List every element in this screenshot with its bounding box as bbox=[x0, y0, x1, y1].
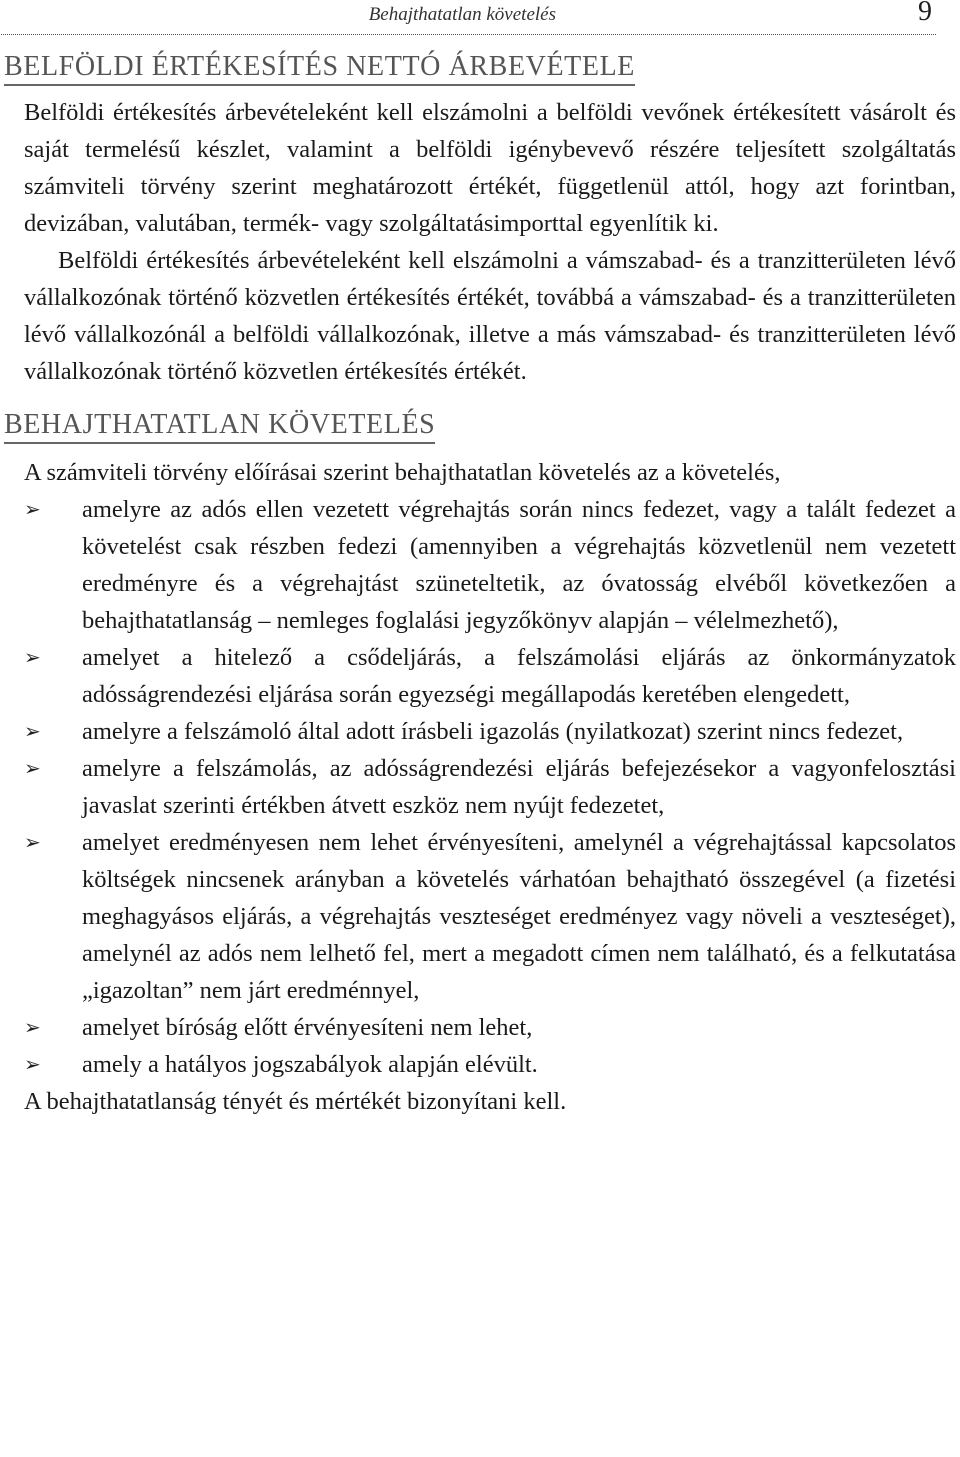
list-item-text: amely a hatályos jogszabályok alapján elévült. bbox=[82, 1051, 538, 1078]
criteria-list bbox=[24, 491, 956, 1083]
list-item bbox=[24, 639, 956, 713]
running-header bbox=[0, 0, 936, 35]
list-item-text: amelyet a hitelező a csődeljárás, a felszámolási eljárás az önkormányzatok adósságrendezési eljárása során egyezségi megállapodás keretében elengedett, bbox=[82, 644, 956, 708]
section-heading-belfoldi: BELFÖLDI ÉRTÉKESÍTÉS NETTÓ ÁRBEVÉTELE bbox=[4, 50, 635, 86]
paragraph-closing: A behajthatatlanság tényét és mértékét bizonyítani kell. bbox=[24, 1088, 567, 1115]
list-item-text: amelyre a felszámolás, az adósságrendezési eljárás befejezésekor a vagyonfelosztási javaslat szerinti értékben átvett eszköz nem nyújt fedezetet, bbox=[82, 755, 956, 819]
arrowhead-bullet-icon: ➢ bbox=[24, 497, 41, 521]
list-item-text: amelyre a felszámoló által adott írásbeli igazolás (nyilatkozat) szerint nincs fedezet, bbox=[82, 718, 904, 745]
list-item-text: amelyre az adós ellen vezetett végrehajtás során nincs fedezet, vagy a talált fedezet a követelést csak részben fedezi (amennyiben a végrehajtás közvetlenül nem vezetett eredményre és a végrehajtást szüneteltetik, az óvatosság elvéből következően a behajthatatlanság – nemleges foglalási jegyzőkönyv alapján – vélelmezhető), bbox=[82, 496, 956, 634]
arrowhead-bullet-icon: ➢ bbox=[24, 830, 41, 854]
list-item bbox=[24, 1009, 956, 1046]
page-body bbox=[4, 34, 956, 1120]
paragraph-behajthatatlan-intro: A számviteli törvény előírásai szerint behajthatatlan követelés az a követelés, bbox=[24, 459, 781, 486]
list-item bbox=[24, 491, 956, 639]
page-number: 9 bbox=[918, 0, 932, 27]
list-item-text: amelyet bíróság előtt érvényesíteni nem lehet, bbox=[82, 1014, 533, 1041]
list-item bbox=[24, 750, 956, 824]
arrowhead-bullet-icon: ➢ bbox=[24, 1015, 41, 1039]
list-item bbox=[24, 713, 956, 750]
list-item-text: amelyet eredményesen nem lehet érvényesíteni, amelynél a végrehajtással kapcsolatos költségek nincsenek arányban a követelés várhatóan behajtható összegével (a fizetési meghagyásos eljárás, a végrehajtás veszteséget eredményez vagy növeli a veszteséget), amelynél az adós nem lelhető fel, mert a megadott címen nem található, és a felkutatása „igazoltan” nem járt eredménnyel, bbox=[82, 829, 956, 1004]
arrowhead-bullet-icon: ➢ bbox=[24, 756, 41, 780]
section-heading-behajthatatlan: BEHAJTHATATLAN KÖVETELÉS bbox=[4, 408, 435, 444]
arrowhead-bullet-icon: ➢ bbox=[24, 719, 41, 743]
paragraph-belfoldi-1: Belföldi értékesítés árbevételeként kell elszámolni a belföldi vevőnek értékesített vásárolt és saját termelésű készlet, valamint a belföldi igénybevevő részére teljesített szolgáltatás számviteli törvény szerint meghatározott értékét, függetlenül attól, hogy azt forintban, devizában, valutában, termék- vagy szolgáltatásimporttal egyenlítik ki. bbox=[24, 99, 956, 237]
paragraph-belfoldi-2: Belföldi értékesítés árbevételeként kell elszámolni a vámszabad- és a tranzitterületen lévő vállalkozónak történő közvetlen értékesítés értékét, továbbá a vámszabad- és a tranzitterületen lévő vállalkozónál a belföldi vállalkozónak, illetve a más vámszabad- és tranzitterületen lévő vállalkozónak történő közvetlen értékesítés értékét. bbox=[24, 247, 956, 385]
list-item bbox=[24, 1046, 956, 1083]
running-title: Behajthatatlan követelés bbox=[368, 4, 556, 25]
arrowhead-bullet-icon: ➢ bbox=[24, 1052, 41, 1076]
arrowhead-bullet-icon: ➢ bbox=[24, 645, 41, 669]
list-item bbox=[24, 824, 956, 1009]
